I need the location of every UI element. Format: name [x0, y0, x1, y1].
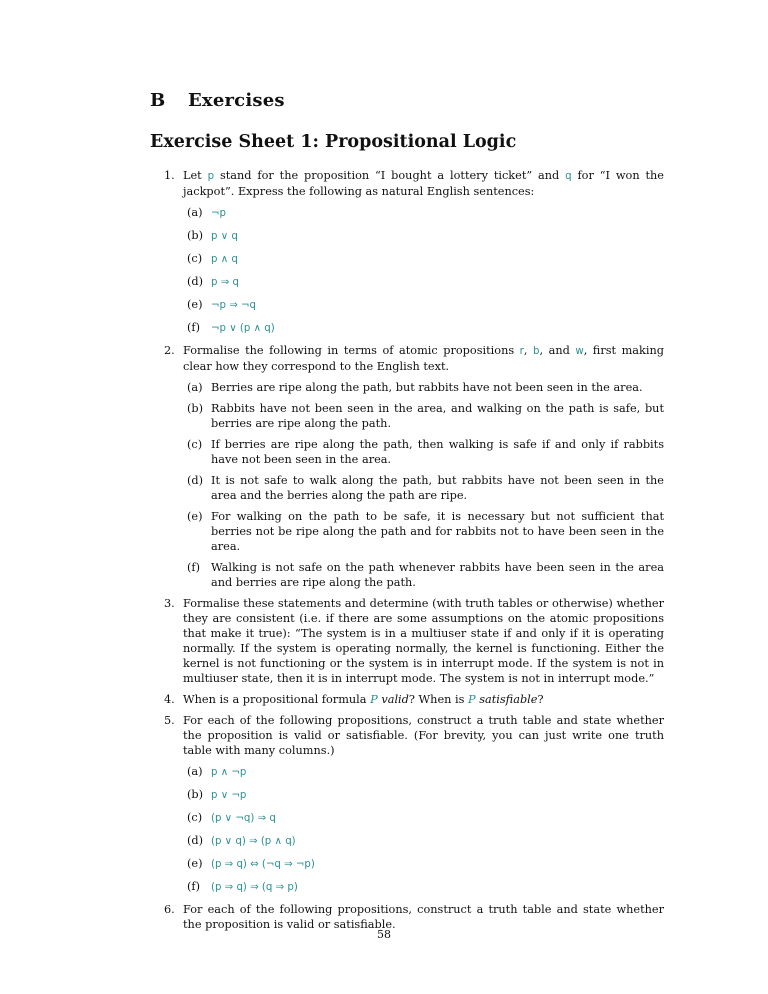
subitem-list [183, 205, 664, 336]
subitem-text: Berries are ripe along the path, but rabbits have not been seen in the area. [211, 381, 643, 394]
subitem [183, 509, 664, 554]
formula: p ∨ ¬p [211, 790, 247, 801]
subitem [183, 274, 664, 290]
subitem-label: (a) [187, 765, 203, 778]
text-fragment: stand for the proposition “I bought a lottery ticket” and [214, 169, 566, 182]
text-fragment: ? [537, 693, 544, 706]
subitem-label: (d) [187, 275, 204, 288]
subitem [183, 401, 664, 431]
page-number: 58 [377, 928, 391, 941]
exercise-text [183, 343, 664, 374]
subitem [183, 228, 664, 244]
text-fragment: , and [539, 344, 576, 357]
formula: (p ∨ q) ⇒ (p ∧ q) [211, 836, 296, 847]
subitem-label: (b) [187, 788, 204, 801]
text-fragment: , [523, 344, 533, 357]
formula: p ∧ q [211, 254, 238, 265]
subitem-list [183, 380, 664, 590]
formula: ¬p ⇒ ¬q [211, 300, 257, 311]
formula: p ⇒ q [211, 277, 239, 288]
subitem-label: (a) [187, 381, 203, 394]
exercise-1 [150, 168, 664, 336]
subitem [183, 833, 664, 849]
subitem-text: If berries are ripe along the path, then walking is safe if and only if rabbits have not been seen in the area. [211, 438, 664, 466]
subitem-label: (c) [187, 811, 203, 824]
subitem-text: It is not safe to walk along the path, but rabbits have not been seen in the area and the berries along the path are ripe. [211, 474, 664, 502]
subitem [183, 764, 664, 780]
subitem-label: (e) [187, 298, 203, 311]
math-p: p [207, 171, 215, 182]
appendix-heading [150, 90, 285, 111]
subitem-list [183, 764, 664, 895]
exercise-number: 2. [164, 344, 175, 357]
formula: p ∧ ¬p [211, 767, 247, 778]
math-P: P [370, 693, 378, 706]
exercise-2 [150, 343, 664, 590]
term-satisfiable: satisfiable [479, 693, 538, 706]
exercise-text: Formalise these statements and determine (with truth tables or otherwise) whether they are consistent (i.e. if there are some assumptions on the atomic propositions that make it true): “The system is in a multiuser state if and only if it is operating normally. If the system is operating normally, the kernel is functioning. Either the kernel is not functioning or the system is in interrupt mode. If the system is not in multiuser state, then it is in interrupt mode. The system is not in interrupt mode.” [183, 597, 664, 685]
exercise-3 [150, 596, 664, 686]
subitem [183, 251, 664, 267]
exercise-number: 4. [164, 693, 175, 706]
exercise-4 [150, 692, 664, 707]
subitem-label: (c) [187, 438, 203, 451]
math-q: q [565, 171, 572, 182]
subitem-label: (d) [187, 834, 204, 847]
exercise-number: 1. [164, 169, 175, 182]
subitem-text: Rabbits have not been seen in the area, and walking on the path is safe, but berries are ripe along the path. [211, 402, 664, 430]
exercise-number: 6. [164, 903, 175, 916]
exercise-list [150, 168, 664, 938]
subitem [183, 437, 664, 467]
exercise-text: For each of the following propositions, construct a truth table and state whether the proposition is valid or satisfiable. [183, 903, 664, 931]
subitem-label: (e) [187, 857, 203, 870]
subitem-label: (f) [187, 561, 200, 574]
formula: (p ⇒ q) ⇒ (q ⇒ p) [211, 882, 298, 893]
exercise-text [183, 168, 664, 199]
subitem [183, 856, 664, 872]
math-P: P [468, 693, 476, 706]
text-fragment: Let [183, 169, 208, 182]
text-fragment: When is a propositional formula [183, 693, 371, 706]
subitem [183, 879, 664, 895]
exercise-text [183, 692, 664, 707]
subitem [183, 320, 664, 336]
math-w: w [575, 346, 584, 357]
formula: ¬p [211, 208, 227, 219]
subitem [183, 205, 664, 221]
subitem [183, 560, 664, 590]
subitem-text: Walking is not safe on the path whenever rabbits have been seen in the area and berries are ripe along the path. [211, 561, 664, 589]
subitem [183, 810, 664, 826]
text-fragment: for “I won the jackpot”. Express the following as natural English sentences: [183, 169, 664, 198]
math-b: b [533, 346, 540, 357]
subitem-label: (a) [187, 206, 203, 219]
subitem-label: (f) [187, 321, 200, 334]
subitem [183, 380, 664, 395]
appendix-title: Exercises [188, 90, 285, 111]
subitem-label: (c) [187, 252, 203, 265]
formula: ¬p ∨ (p ∧ q) [211, 323, 275, 334]
subitem [183, 297, 664, 313]
formula: p ∨ q [211, 231, 238, 242]
exercise-5 [150, 713, 664, 895]
exercise-number: 5. [164, 714, 175, 727]
subitem-text: For walking on the path to be safe, it is necessary but not sufficient that berries not be ripe along the path and for rabbits not to have been seen in the area. [211, 510, 664, 553]
text-fragment: ? When is [408, 693, 468, 706]
text-fragment: , first making clear how they correspond to the English text. [183, 344, 665, 373]
subitem-label: (b) [187, 229, 204, 242]
appendix-letter: B [150, 90, 166, 111]
subitem-label: (e) [187, 510, 203, 523]
subitem [183, 787, 664, 803]
subitem-label: (b) [187, 402, 204, 415]
subitem [183, 473, 664, 503]
math-r: r [519, 346, 524, 357]
exercise-text: For each of the following propositions, construct a truth table and state whether the proposition is valid or satisfiable. (For brevity, you can just write one truth table with many columns.) [183, 714, 664, 757]
subitem-label: (d) [187, 474, 204, 487]
exercise-sheet-title: Exercise Sheet 1: Propositional Logic [150, 132, 517, 152]
subitem-label: (f) [187, 880, 200, 893]
formula: (p ∨ ¬q) ⇒ q [211, 813, 276, 824]
formula: (p ⇒ q) ⇔ (¬q ⇒ ¬p) [211, 859, 315, 870]
term-valid: valid [381, 693, 409, 706]
exercise-number: 3. [164, 597, 175, 610]
text-fragment: Formalise the following in terms of atomic propositions [183, 344, 520, 357]
